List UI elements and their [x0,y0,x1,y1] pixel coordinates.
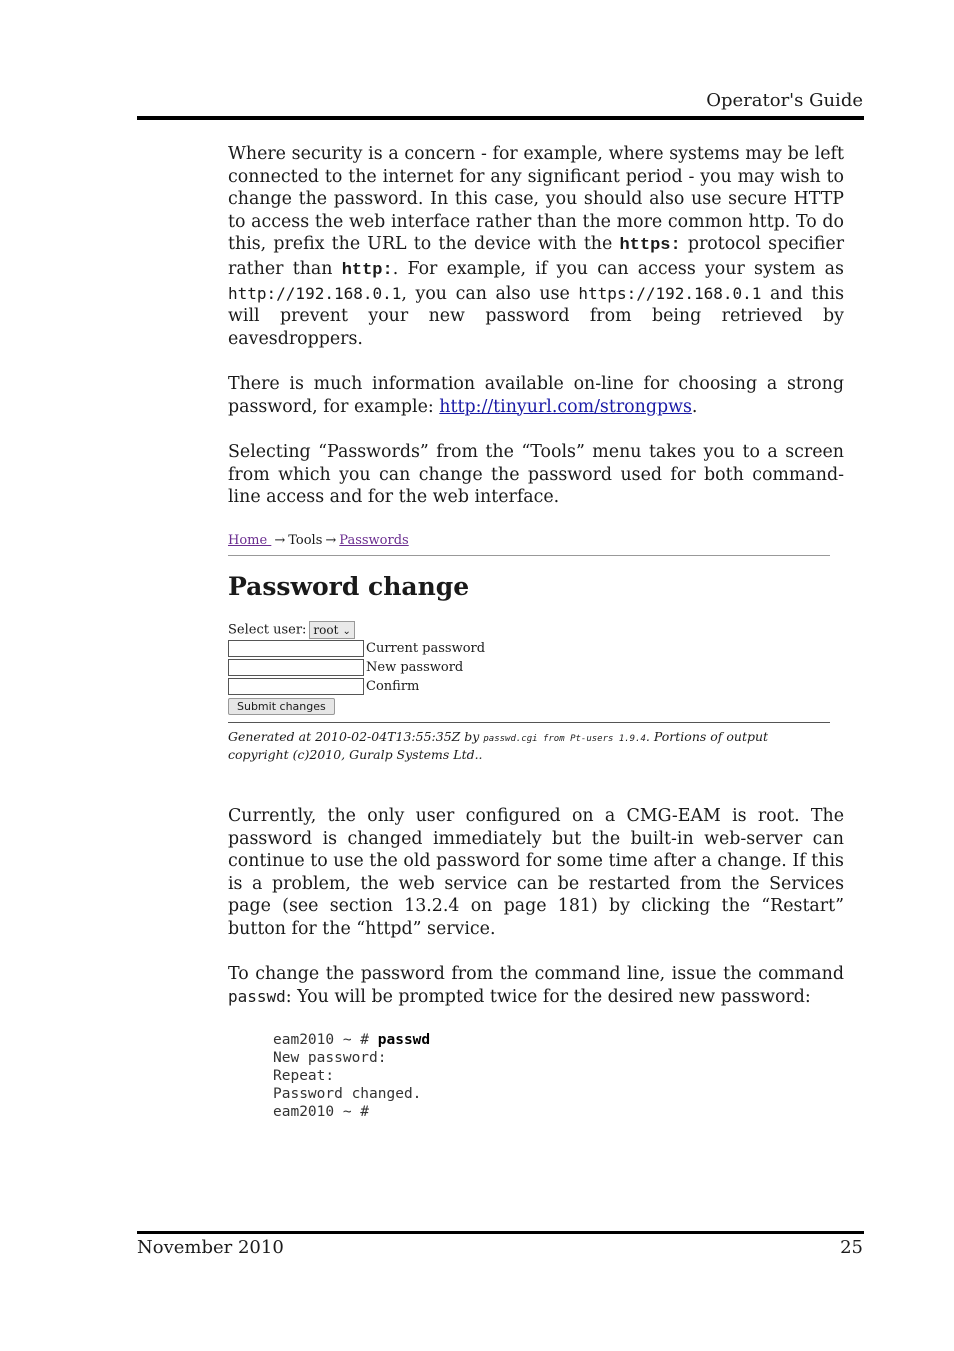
footer-divider [228,722,830,723]
crumb-home-link[interactable]: Home [228,533,272,548]
url-https: https://192.168.0.1 [578,283,762,303]
footer-rule [137,1231,864,1234]
strongpws-link[interactable]: http://tinyurl.com/strongpws [439,396,692,417]
generated-note [228,729,830,762]
text: . Portions of output copyright (c)2010, Guralp Systems Ltd.. [228,729,769,762]
prompt: eam2010 ~ # [273,1032,378,1048]
current-password-input[interactable] [228,640,364,657]
screenshot-divider [228,555,830,556]
current-password-label: Current password [366,641,486,656]
confirm-password-row [228,678,419,695]
code-line: eam2010 ~ # [273,1104,370,1120]
code-http: http: [341,260,393,280]
package-name: Pt-users 1.9.4 [570,734,646,744]
breadcrumb [228,533,409,548]
new-password-label: New password [366,660,464,675]
text: . [691,396,698,417]
url-http: http://192.168.0.1 [228,283,402,303]
code-line: Password changed. [273,1086,422,1102]
text: Generated at 2010-02-04T13:55:35Z by [228,729,484,744]
text: To change the password from the command line, issue the command [228,964,844,984]
chevron-down-icon: ⌄ [342,626,351,637]
text: from [537,734,571,744]
submit-changes-button[interactable]: Submit changes [228,698,335,715]
crumb-passwords-link[interactable]: Passwords [339,533,409,548]
confirm-password-input[interactable] [228,678,364,695]
text: There is much information available on-line for choosing a strong password, for example: [228,374,844,417]
text: : You will be prompted twice for the desired new password: [285,986,811,1007]
footer-date: November 2010 [137,1237,284,1258]
code-passwd: passwd [228,986,286,1006]
text: protocol specifier rather than [228,234,845,279]
terminal-example [273,1031,430,1121]
select-user-row [228,621,355,639]
confirm-password-label: Confirm [366,679,420,694]
paragraph-tools-menu: Selecting “Passwords” from the “Tools” menu takes you to a screen from which you can change the password used for both command-line access and for the web interface. [228,442,844,508]
paragraph-strong-password [228,373,844,418]
text: , you can also use [401,283,579,304]
password-change-screenshot [228,530,830,762]
text: . For example, if you can access your system as [392,258,844,279]
new-password-input[interactable] [228,659,364,676]
user-select-value: root [313,623,339,637]
header-rule [137,116,864,120]
crumb-arrow: → [325,533,337,548]
code-https: https: [619,236,681,256]
paragraph-command-line [228,963,844,1008]
crumb-tools: Tools [288,533,323,548]
user-select[interactable] [309,621,354,639]
page-number: 25 [840,1237,863,1258]
code-line: New password: [273,1050,387,1066]
text: and this will prevent your new password from being retrieved by eavesdroppers. [228,283,844,349]
page-header-title: Operator's Guide [706,90,863,111]
cgi-name: passwd.cgi [483,734,538,744]
page-heading: Password change [228,572,470,601]
code-line: Repeat: [273,1068,335,1084]
passwd-command: passwd [377,1032,431,1048]
new-password-row [228,659,463,676]
current-password-row [228,640,485,657]
paragraph-security [228,143,844,350]
paragraph-root-user: Currently, the only user configured on a CMG-EAM is root. The password is changed immediately but the built-in web-server can continue to use the old password for some time after a change. If this is a problem, the web service can be restarted from the Services page (see section 13.2.4 on page 181) by clicking the “Restart” button for the “httpd” service. [228,806,844,939]
crumb-arrow: → [274,533,286,548]
text: Where security is a concern - for example, where systems may be left connected to the internet for any significant period - you may wish to change the password. In this case, you should also use secure HTTP to access the web interface rather than the more common http. To do this, prefix the URL to the device with the [228,144,844,255]
select-user-label: Select user: [228,622,307,638]
